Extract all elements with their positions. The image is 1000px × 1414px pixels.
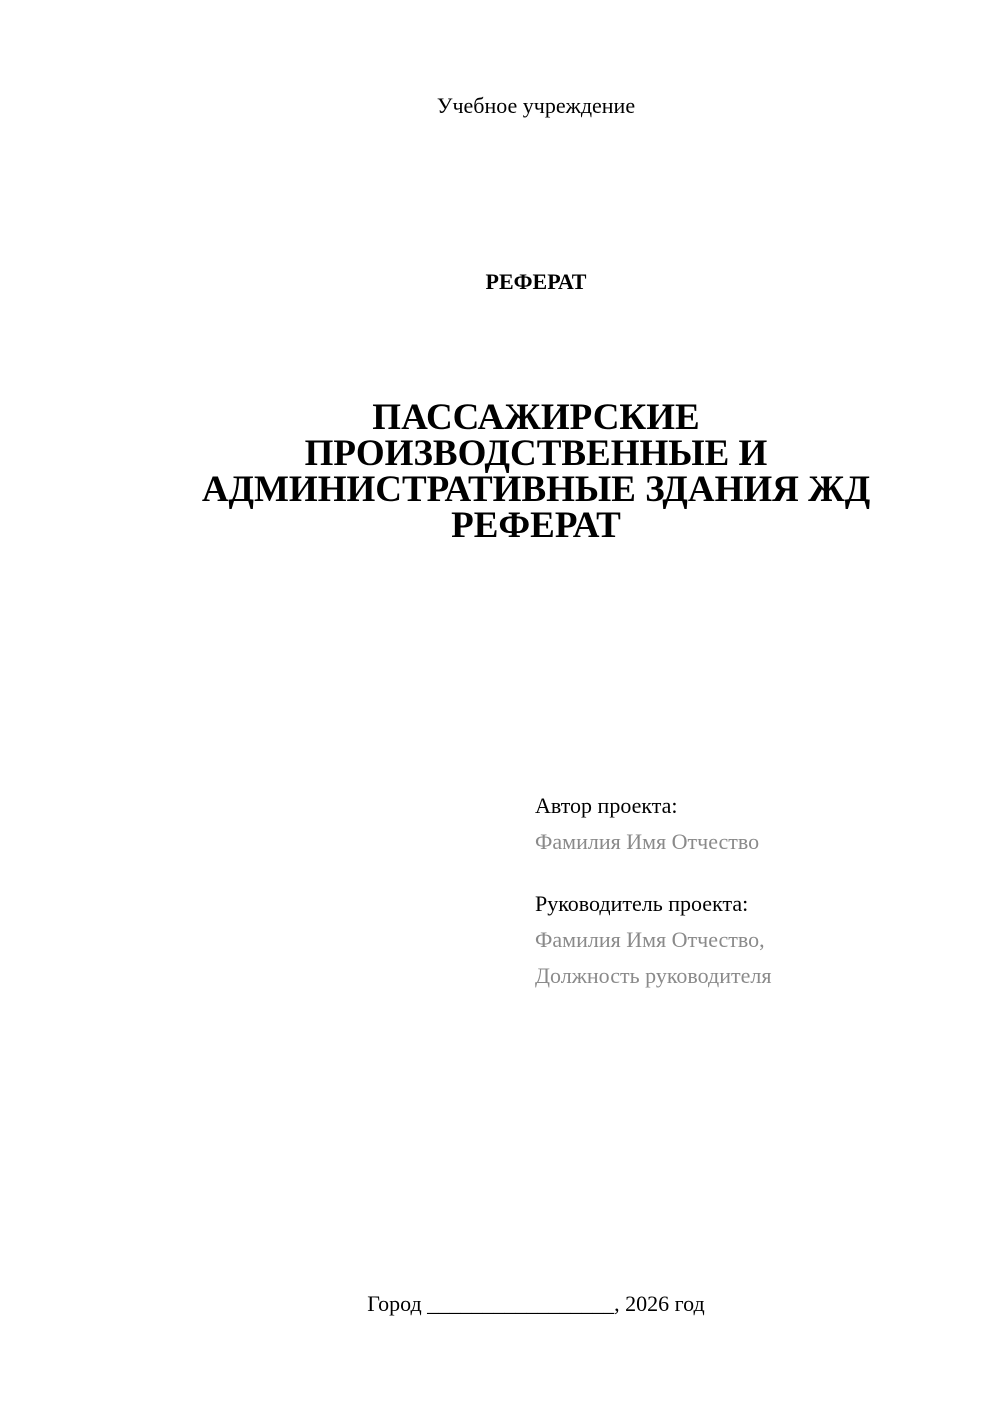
project-info-block (535, 788, 975, 994)
city-year-line: Город _________________, 2026 год (367, 1291, 705, 1316)
document-type: РЕФЕРАТ (485, 269, 587, 294)
supervisor-name: Фамилия Имя Отчество, (535, 927, 765, 952)
spacer (535, 860, 975, 886)
supervisor-position: Должность руководителя (535, 963, 772, 988)
institution-name: Учебное учреждение (436, 93, 636, 118)
title-line: РЕФЕРАТ (451, 505, 621, 546)
title-line: АДМИНИСТРАТИВНЫЕ ЗДАНИЯ ЖД (201, 469, 871, 510)
author-name: Фамилия Имя Отчество (535, 829, 760, 854)
supervisor-label: Руководитель проекта: (535, 891, 749, 916)
title-line: ПАССАЖИРСКИЕ (372, 397, 700, 438)
document-title (160, 397, 912, 546)
title-line: ПРОИЗВОДСТВЕННЫЕ И (304, 433, 768, 474)
author-label: Автор проекта: (535, 793, 678, 818)
